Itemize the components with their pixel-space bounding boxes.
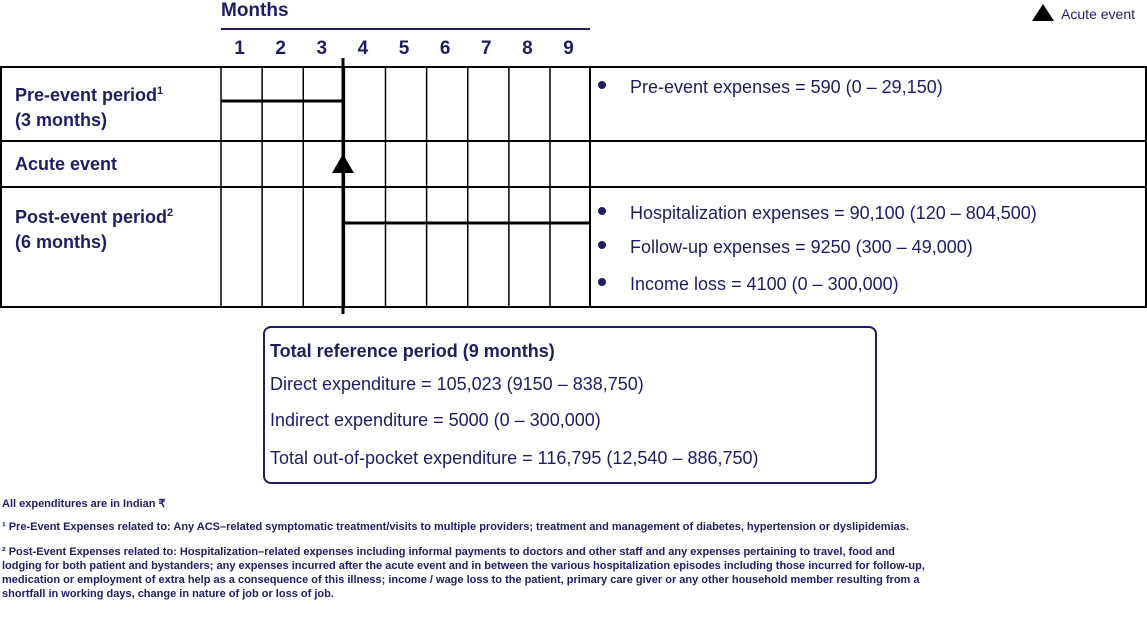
row-label-pre-event: [15, 79, 163, 133]
hospitalization-expense-text: Hospitalization expenses = 90,100 (120 – 804,500): [630, 203, 1037, 223]
footnote-1: ¹ Pre-Event Expenses related to: Any ACS–related symptomatic treatment/visits to multiple providers; treatment and management of diabetes, hypertension or dyslipidemias.: [2, 521, 909, 533]
month-number-9: 9: [563, 38, 574, 59]
currency-note: All expenditures are in Indian ₹: [2, 498, 166, 510]
month-number-6: 6: [439, 38, 451, 59]
bullet-icon: [598, 241, 606, 249]
month-number-4: 4: [357, 38, 369, 59]
post-event-sup: 2: [167, 207, 174, 219]
months-title: Months: [221, 0, 289, 21]
total-box-title: Total reference period (9 months): [270, 341, 555, 361]
pre-event-expense-text: Pre-event expenses = 590 (0 – 29,150): [630, 77, 943, 97]
month-number-2: 2: [275, 38, 286, 59]
pre-event-sup: 1: [157, 85, 164, 97]
bullet-icon: [598, 207, 606, 215]
follow-up-expense: [598, 237, 973, 258]
footnote-2-line-4: shortfall in working days, change in nature of job or loss of job.: [2, 588, 334, 600]
footnote-2-line-2: lodging for both patient and bystanders; any expenses incurred after the acute event and in between the various hospitalization episodes including those incurred for follow-up,: [2, 560, 925, 572]
total-oop-expenditure: Total out-of-pocket expenditure = 116,795 (12,540 – 886,750): [270, 448, 759, 468]
footnote-2-line-1: ² Post-Event Expenses related to: Hospitalization–related expenses including informal payments to doctors and other staff and any expenses pertaining to travel, food and: [2, 546, 896, 558]
month-number-7: 7: [480, 38, 492, 59]
income-loss-text: Income loss = 4100 (0 – 300,000): [630, 274, 899, 294]
indirect-expenditure: Indirect expenditure = 5000 (0 – 300,000): [270, 410, 601, 430]
hospitalization-expense: [598, 203, 1037, 224]
direct-expenditure: Direct expenditure = 105,023 (9150 – 838,750): [270, 374, 644, 394]
bullet-icon: [598, 81, 606, 89]
month-number-5: 5: [398, 38, 410, 59]
legend-label: Acute event: [1061, 6, 1135, 22]
month-number-8: 8: [522, 38, 533, 59]
month-number-1: 1: [234, 38, 245, 59]
income-loss: [598, 274, 899, 295]
acute-event-marker: [332, 154, 354, 173]
bullet-icon: [598, 278, 606, 286]
pre-event-duration: (3 months): [15, 110, 107, 130]
acute-event-title: Acute event: [15, 154, 118, 174]
row-label-post-event: [15, 201, 173, 255]
follow-up-expense-text: Follow-up expenses = 9250 (300 – 49,000): [630, 237, 973, 257]
month-number-3: 3: [316, 38, 328, 59]
post-event-duration: (6 months): [15, 232, 107, 252]
pre-event-expense: [598, 77, 943, 98]
footnote-2-line-3: medication or employment of extra help as a consequence of this illness; income / wage loss to the patient, primary care giver or any other household member resulting from a: [2, 574, 920, 586]
row-label-acute-event: [15, 152, 117, 177]
post-event-title: Post-event period: [15, 207, 168, 227]
pre-event-title: Pre-event period: [15, 85, 158, 105]
